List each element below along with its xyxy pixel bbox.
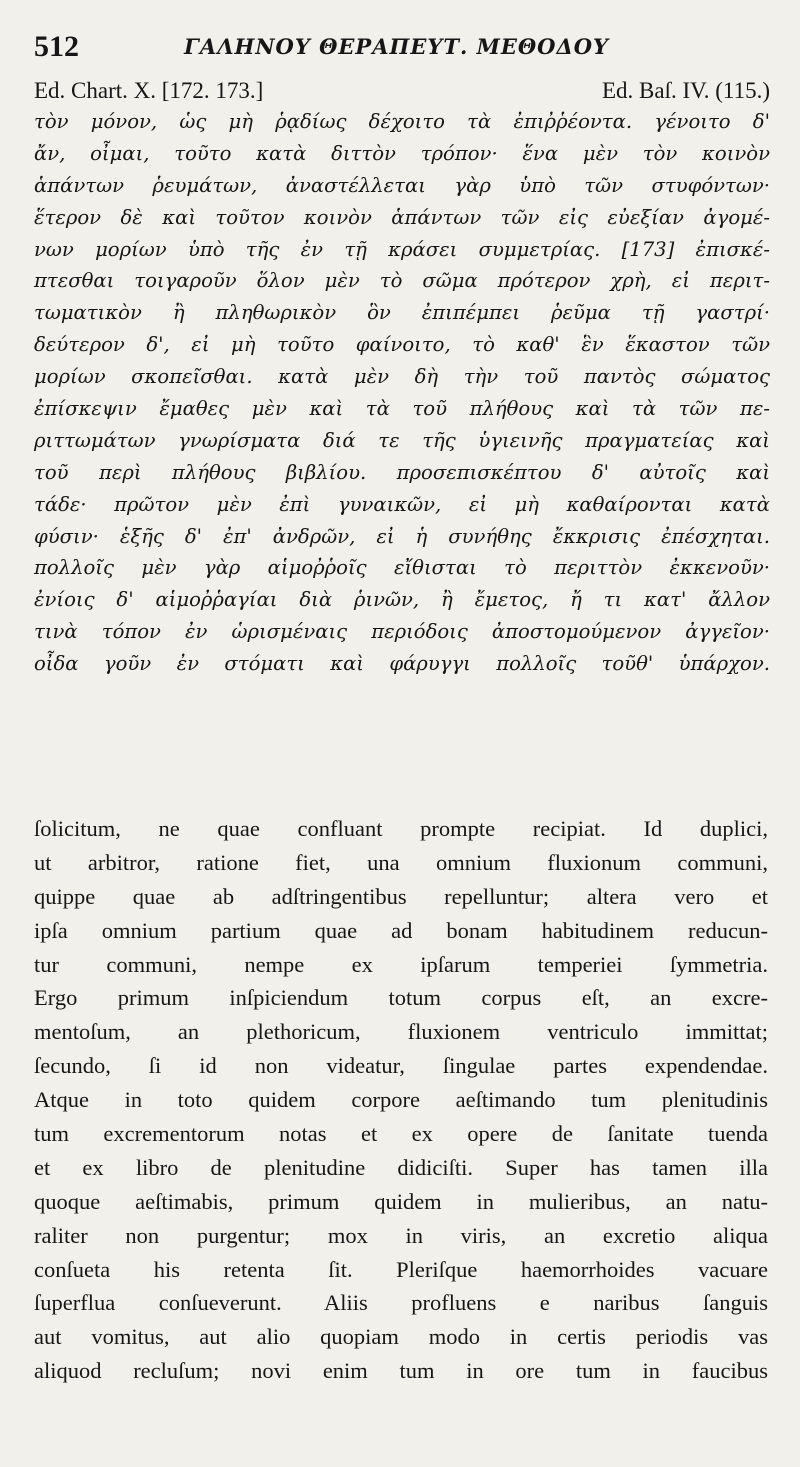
edition-chartier-reference: Ed. Chart. X. [172. 173.] <box>34 78 264 103</box>
greek-line: τινὰ τόπον ἐν ὡρισμέναις περιόδοις ἀποστομούμενον ἀγγεῖον· <box>34 620 770 644</box>
greek-line: ἐνίοις δ' αἱμοῤῥαγίαι διὰ ῥινῶν, ἢ ἔμετος, ἤ τι κατ' ἄλλον <box>34 588 770 612</box>
latin-line: et ex libro de plenitudine didiciſti. Super has tamen illa <box>34 1154 768 1180</box>
greek-line: τωματικὸν ἢ πληθωρικὸν ὃν ἐπιπέμπει ῥεῦμα τῇ γαστρί· <box>34 301 770 325</box>
greek-line: ἄν, οἶμαι, τοῦτο κατὰ διττὸν τρόπον· ἕνα μὲν τὸν κοινὸν <box>34 141 770 165</box>
greek-text-block <box>34 106 770 680</box>
greek-line: τάδε· πρῶτον μὲν ἐπὶ γυναικῶν, εἰ μὴ καθαίρονται κατὰ <box>34 492 770 516</box>
greek-line: οἶδα γοῦν ἐν στόματι καὶ φάρυγγι πολλοῖς τοῦθ' ὑπάρχον. <box>34 652 770 676</box>
latin-line: aut vomitus, aut alio quopiam modo in certis periodis vas <box>34 1324 768 1350</box>
latin-line: raliter non purgentur; mox in viris, an excretio aliqua <box>34 1222 768 1248</box>
greek-line: πολλοῖς μὲν γὰρ αἱμοῤῥοῖς εἴθισται τὸ περιττὸν ἐκκενοῦν· <box>34 556 770 580</box>
running-head: ΓΑΛΗΝΟΥ ΘΕΡΑΠΕΥΤ. ΜΕΘΟΔΟΥ <box>184 34 610 59</box>
latin-line: ſolicitum, ne quae confluant prompte recipiat. Id duplici, <box>34 816 768 841</box>
greek-line: ἁπάντων ῥευμάτων, ἀναστέλλεται γὰρ ὑπὸ τῶν στυφόντων· <box>34 173 770 197</box>
latin-line: conſueta his retenta ſit. Pleriſque haemorrhoides vacuare <box>34 1256 768 1282</box>
latin-line: ipſa omnium partium quae ad bonam habitudinem reducun- <box>34 917 768 943</box>
latin-text-block <box>34 812 768 1388</box>
greek-line: τὸν μόνον, ὡς μὴ ῥᾳδίως δέχοιτο τὰ ἐπιῤῥέοντα. γένοιτο δ' <box>34 110 770 133</box>
page-number: 512 <box>34 30 79 63</box>
greek-line: φύσιν· ἑξῆς δ' ἐπ' ἀνδρῶν, εἰ ἡ συνήθης ἔκκρισις ἐπέσχηται. <box>34 524 770 548</box>
latin-line: mentoſum, an plethoricum, fluxionem ventriculo immittat; <box>34 1019 768 1045</box>
latin-line: Atque in toto quidem corpore aeſtimando tum plenitudinis <box>34 1087 768 1113</box>
greek-line: ριττωμάτων γνωρίσματα διά τε τῆς ὑγιεινῆς πραγματείας καὶ <box>34 428 770 452</box>
greek-line: τοῦ περὶ πλήθους βιβλίου. προσεπισκέπτου δ' αὐτοῖς καὶ <box>34 460 770 484</box>
latin-line: tum excrementorum notas et ex opere de ſanitate tuenda <box>34 1121 768 1147</box>
greek-line: μορίων σκοπεῖσθαι. κατὰ μὲν δὴ τὴν τοῦ παντὸς σώματος <box>34 365 770 389</box>
edition-basel-reference: Ed. Baſ. IV. (115.) <box>601 78 770 103</box>
greek-line: ἕτερον δὲ καὶ τοῦτον κοινὸν ἁπάντων τῶν εἰς εὐεξίαν ἀγομέ- <box>34 205 770 229</box>
greek-line: νων μορίων ὑπὸ τῆς ἐν τῇ κράσει συμμετρίας. [173] ἐπισκέ- <box>34 237 770 261</box>
latin-line: quoque aeſtimabis, primum quidem in mulieribus, an natu- <box>34 1188 768 1214</box>
latin-line: Ergo primum inſpiciendum totum corpus eſt, an excre- <box>34 985 768 1011</box>
latin-line: aliquod recluſum; novi enim tum in ore tum in faucibus <box>34 1358 768 1384</box>
page-header <box>34 30 768 70</box>
greek-line: πτεσθαι τοιγαροῦν ὅλον μὲν τὸ σῶμα πρότερον χρὴ, εἰ περιτ- <box>34 269 770 293</box>
latin-line: tur communi, nempe ex ipſarum temperiei ſymmetria. <box>34 951 768 977</box>
latin-line: ut arbitror, ratione fiet, una omnium fluxionum communi, <box>34 849 768 875</box>
greek-line: δεύτερον δ', εἰ μὴ τοῦτο φαίνοιτο, τὸ καθ' ἓν ἕκαστον τῶν <box>34 333 770 357</box>
latin-line: ſuperflua conſueverunt. Aliis profluens e naribus ſanguis <box>34 1290 768 1316</box>
latin-line: quippe quae ab adſtringentibus repelluntur; altera vero et <box>34 883 768 909</box>
greek-line: ἐπίσκεψιν ἔμαθες μὲν καὶ τὰ τοῦ πλήθους καὶ τὰ τῶν πε- <box>34 397 770 421</box>
latin-line: ſecundo, ſi id non videatur, ſingulae partes expendendae. <box>34 1053 768 1079</box>
